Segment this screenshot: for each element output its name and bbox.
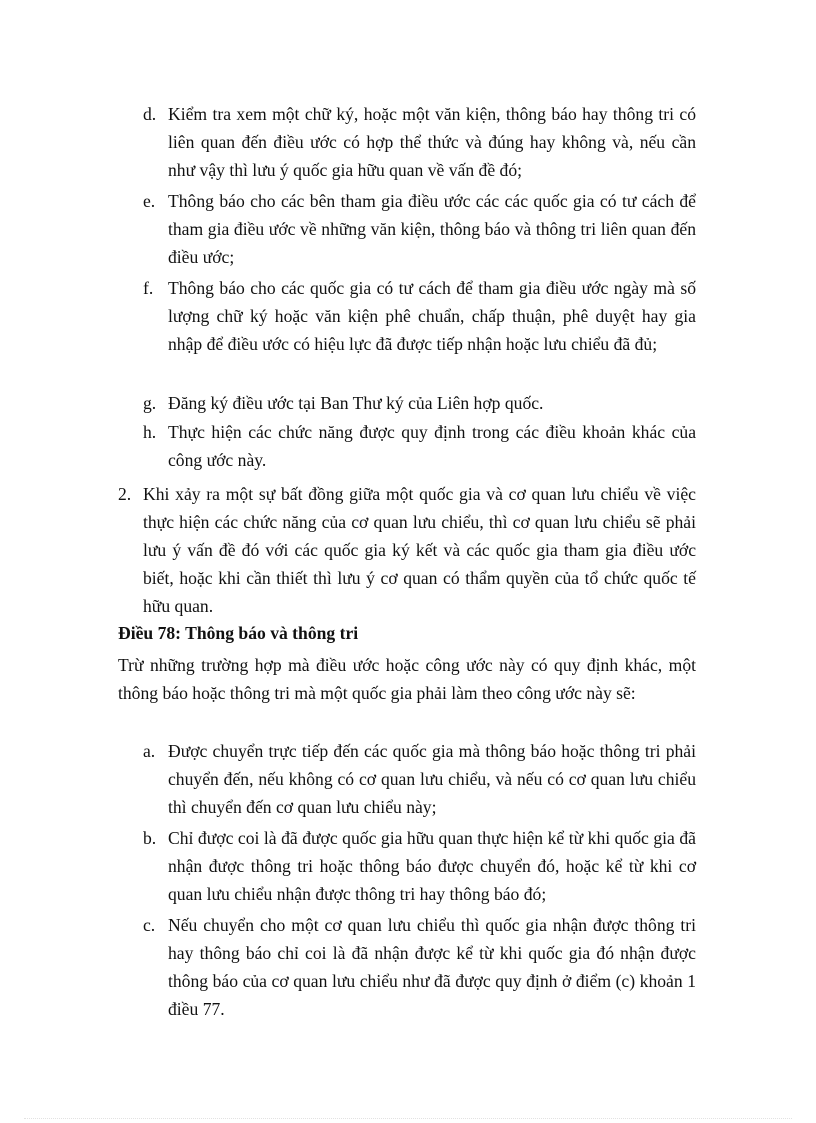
- list-item-g: [143, 389, 696, 417]
- list-marker: b.: [143, 828, 157, 848]
- list-marker: f.: [143, 278, 154, 298]
- list-marker: c.: [143, 915, 156, 935]
- list-item-f: [143, 274, 696, 358]
- list-item-text: Chỉ được coi là đã được quốc gia hữu quan thực hiện kể từ khi quốc gia đã nhận được thông tri hoặc thông báo được chuyển đó, hoặc kể từ khi cơ quan lưu chiểu nhận được thông tri hay thông báo đó;: [168, 828, 696, 904]
- list-item-h: [143, 418, 696, 474]
- article-heading: Điều 78: Thông báo và thông tri: [118, 623, 359, 643]
- clause-2: [118, 480, 696, 620]
- list-marker: g.: [143, 393, 157, 413]
- list-item-text: Thực hiện các chức năng được quy định trong các điều khoản khác của công ước này.: [168, 422, 696, 470]
- list-item-text: Thông báo cho các bên tham gia điều ước các các quốc gia có tư cách để tham gia điều ước về những văn kiện, thông báo và thông tri liên quan đến điều ước;: [168, 191, 696, 267]
- list-item-text: Đăng ký điều ước tại Ban Thư ký của Liên hợp quốc.: [168, 393, 544, 413]
- list-item-text: Kiểm tra xem một chữ ký, hoặc một văn kiện, thông báo hay thông tri có liên quan đến điều ước có hợp thể thức và đúng hay không và, nếu cần như vậy thì lưu ý quốc gia hữu quan về vấn đề đó;: [168, 104, 696, 180]
- page-bottom-rule: [24, 1118, 792, 1119]
- list-item-text: Thông báo cho các quốc gia có tư cách để tham gia điều ước ngày mà số lượng chữ ký hoặc văn kiện phê chuẩn, chấp thuận, phê duyệt hay gia nhập để điều ước có hiệu lực đã được tiếp nhận hoặc lưu chiểu đã đủ;: [168, 278, 696, 354]
- clause-text: Khi xảy ra một sự bất đồng giữa một quốc gia và cơ quan lưu chiểu về việc thực hiện các chức năng của cơ quan lưu chiểu, thì cơ quan lưu chiểu sẽ phải lưu ý vấn đề đó với các quốc gia ký kết và các quốc gia tham gia điều ước biết, hoặc khi cần thiết thì lưu ý cơ quan có thẩm quyền của tổ chức quốc tế hữu quan.: [143, 484, 696, 616]
- list-marker: d.: [143, 104, 157, 124]
- list-item-c: [143, 911, 696, 1023]
- list-marker: e.: [143, 191, 156, 211]
- clause-number: 2.: [118, 484, 132, 504]
- list-marker: h.: [143, 422, 157, 442]
- list-item-text: Nếu chuyển cho một cơ quan lưu chiểu thì quốc gia nhận được thông tri hay thông báo chỉ coi là đã nhận được kể từ khi quốc gia đó nhận được thông báo của cơ quan lưu chiểu như đã được quy định ở điểm (c) khoản 1 điều 77.: [168, 915, 696, 1019]
- list-item-d: [143, 100, 696, 184]
- list-item-text: Được chuyển trực tiếp đến các quốc gia mà thông báo hoặc thông tri phải chuyển đến, nếu không có cơ quan lưu chiểu, và nếu có cơ quan lưu chiểu thì chuyển đến cơ quan lưu chiểu này;: [168, 741, 696, 817]
- article-intro: Trừ những trường hợp mà điều ước hoặc công ước này có quy định khác, một thông báo hoặc thông tri mà một quốc gia phải làm theo công ước này sẽ:: [118, 655, 696, 703]
- list-item-a: [143, 737, 696, 821]
- list-item-e: [143, 187, 696, 271]
- list-marker: a.: [143, 741, 156, 761]
- list-item-b: [143, 824, 696, 908]
